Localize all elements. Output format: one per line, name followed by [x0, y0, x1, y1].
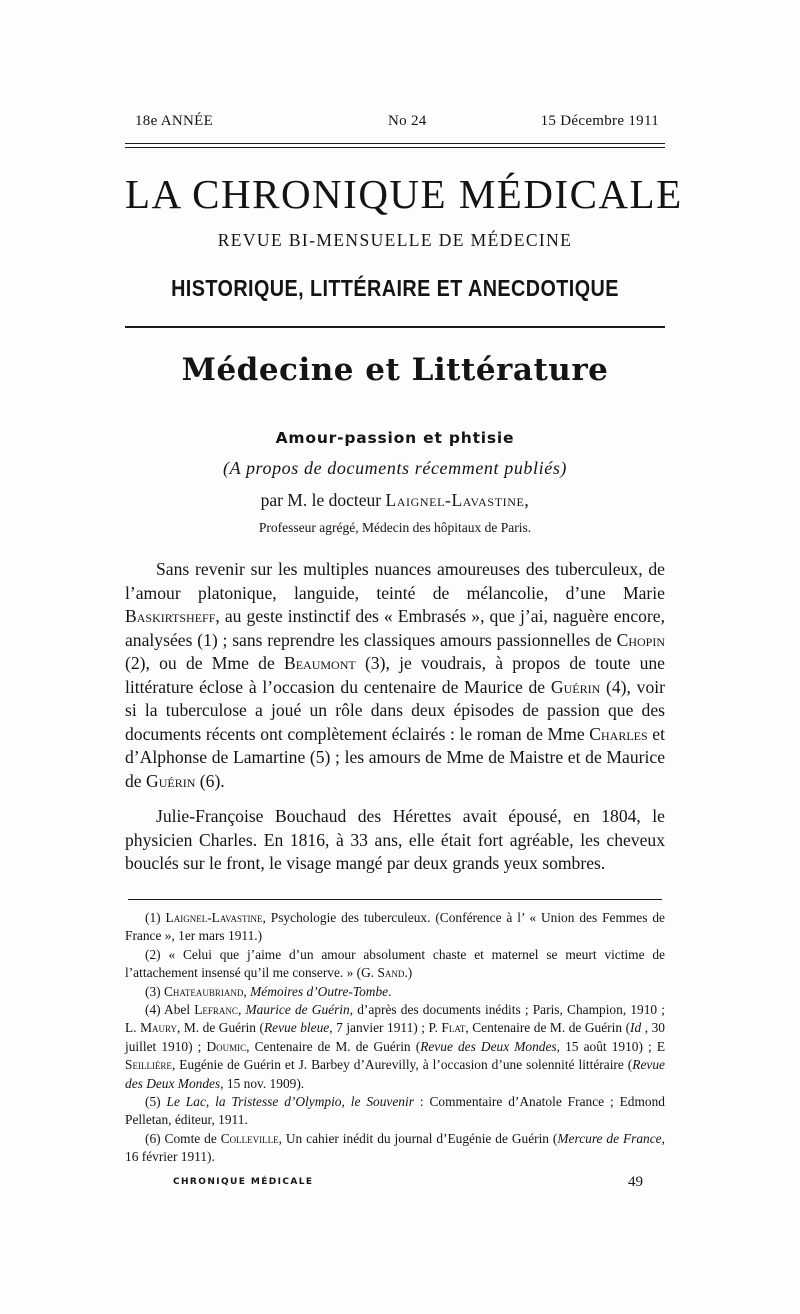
journal-title: LA CHRONIQUE MÉDICALE: [125, 171, 683, 217]
footnote-rule: [128, 899, 662, 900]
footnote-3: (3) Chateaubriand, Mémoires d’Outre-Tombe.: [145, 983, 392, 999]
body-paragraph-1: Sans revenir sur les multiples nuances amoureuses des tuberculeux, de l’amour platonique, languide, teinté de mélancolie, d’une Marie Baskirtsheff, au geste instinctif des « Embrasés », que j’ai, naguère encore, analysées (1) ; sans reprendre les classiques amours passionnelles de Chopin (2), ou de Mme de Beaumont (3), je voudrais, à propos de toute une littérature éclose à l’occasion du centenaire de Maurice de Guérin (4), voir si la tuberculose a joué un rôle dans deux épisodes de passion que des documents récents ont complètement éclairés : le roman de Mme Charles et d’Alphonse de Lamartine (5) ; les amours de Mme de Maistre et de Maurice de Guérin (6).: [125, 559, 665, 791]
footnote-2: (2) « Celui que j’aime d’un amour absolument chaste et maternel se meurt victime de l’attachement insensé qu’il me conserve. » (G. Sand.): [125, 946, 665, 981]
author-affiliation: Professeur agrégé, Médecin des hôpitaux de Paris.: [258, 520, 532, 535]
header-rule-top: [125, 143, 665, 144]
running-footer-title: CHRONIQUE MÉDICALE: [173, 1177, 314, 1187]
journal-subtitle-1: REVUE BI-MENSUELLE DE MÉDECINE: [217, 230, 573, 250]
article-body: [125, 558, 665, 888]
article-byline: [125, 490, 665, 511]
footnote-1: (1) Laignel-Lavastine, Psychologie des tuberculeux. (Conférence à l’ « Union des Femmes de France », 1er mars 1911.): [125, 910, 666, 944]
body-paragraph-2: Julie-Françoise Bouchaud des Hérettes avait épousé, en 1804, le physicien Charles. En 1816, à 33 ans, elle était fort agréable, les cheveux bouclés sur le front, le visage mangé par deux grands yeux sombres.: [125, 806, 665, 873]
issue-header: [125, 113, 665, 133]
page-footer: [125, 1174, 665, 1192]
article-subtitle: (A propos de documents récemment publiés): [222, 458, 568, 478]
issue-number: No 24: [388, 113, 427, 129]
year-label: 18e ANNÉE: [135, 113, 214, 129]
issue-date: 15 Décembre 1911: [540, 113, 659, 129]
page-number: 49: [628, 1174, 643, 1190]
section-title: Médecine et Littérature: [181, 352, 609, 388]
footnote-6: (6) Comte de Colleville, Un cahier inédit du journal d’Eugénie de Guérin (Mercure de France, 16 février 1911).: [125, 1130, 665, 1165]
footnote-4: (4) Abel Lefranc, Maurice de Guérin, d’après des documents inédits ; Paris, Champion, 1910 ; L. Maury, M. de Guérin (Revue bleue, 7 janvier 1911) ; P. Flat, Centenaire de M. de Guérin (Id , 30 juillet 1910) ; Doumic, Centenaire de M. de Guérin (Revue des Deux Mondes, 15 août 1910) ; E Seillière, Eugénie de Guérin et J. Barbey d’Aurevilly, à l’occasion d’une solennité littéraire (Revue des Deux Mondes, 15 nov. 1909).: [125, 1002, 666, 1091]
byline-prefix: par M. le docteur: [260, 490, 382, 510]
article-title: Amour-passion et phtisie: [275, 429, 515, 447]
byline-author: Laignel-Lavastine,: [385, 490, 530, 510]
footnote-5: (5) Le Lac, la Tristesse d’Olympio, le Souvenir : Commentaire d’Anatole France ; Edmond Pelletan, éditeur, 1911.: [125, 1094, 665, 1128]
footnotes: [125, 909, 665, 1167]
masthead-rule: [125, 326, 665, 328]
header-rule-bottom: [125, 147, 665, 148]
journal-subtitle-2: HISTORIQUE, LITTÉRAIRE ET ANECDOTIQUE: [171, 275, 619, 301]
